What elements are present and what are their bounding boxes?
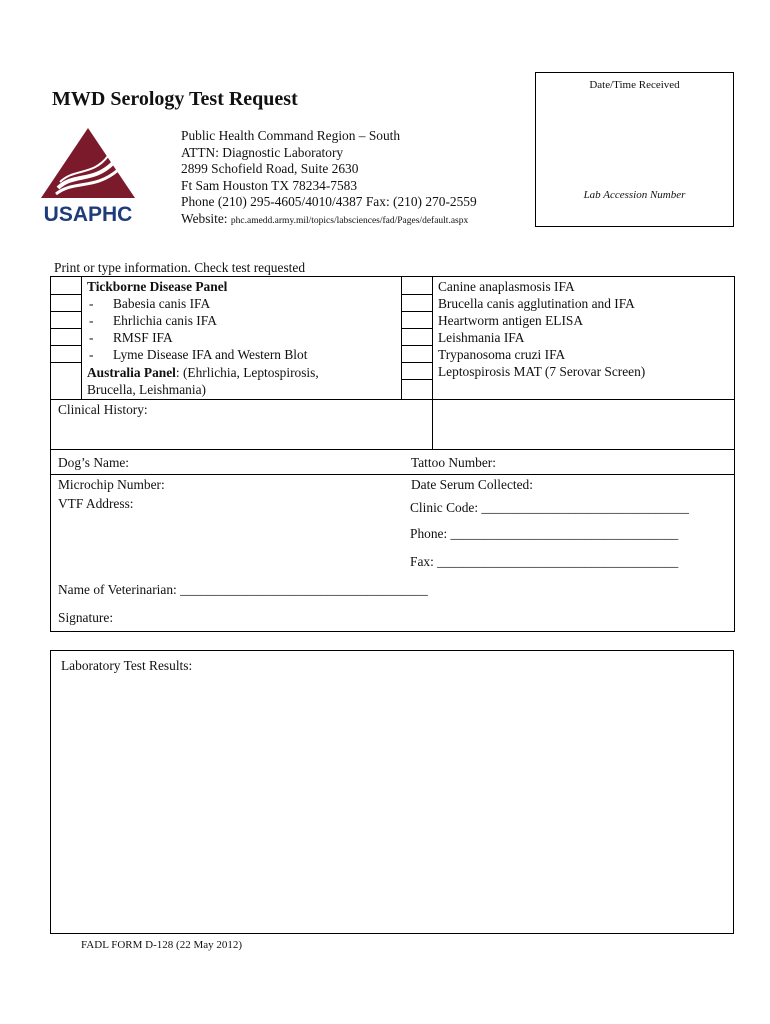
checkbox-tickborne-panel[interactable] xyxy=(53,278,80,293)
clinical-history-label: Clinical History: xyxy=(58,402,148,417)
vtf-address-field[interactable] xyxy=(57,513,397,579)
date-time-received-label: Date/Time Received xyxy=(589,79,680,91)
fax-field[interactable]: Fax: ____________________________________ xyxy=(410,554,679,569)
lab-results-field[interactable] xyxy=(59,677,723,927)
date-serum-field[interactable] xyxy=(551,476,726,493)
checkbox-ehrlichia[interactable] xyxy=(53,312,80,327)
clinical-history-field[interactable] xyxy=(57,419,727,447)
usaphc-logo xyxy=(38,128,138,228)
test-item: - Babesia canis IFA xyxy=(89,296,211,311)
logo-text: USAPHC xyxy=(43,203,133,226)
australia-panel-line: Australia Panel: (Ehrlichia, Leptospirosis, xyxy=(87,365,319,380)
section-divider xyxy=(51,449,734,450)
checkbox-brucella[interactable] xyxy=(403,295,431,310)
dogs-name-field[interactable] xyxy=(141,452,401,472)
logo-triangle xyxy=(41,128,135,198)
checkbox-anaplasmosis[interactable] xyxy=(403,278,431,293)
form-footer: FADL FORM D-128 (22 May 2012) xyxy=(81,939,243,951)
signature-label: Signature: xyxy=(58,610,114,625)
checkbox-leptospirosis[interactable] xyxy=(403,363,431,378)
test-item: Heartworm antigen ELISA xyxy=(438,313,584,328)
address-line: Public Health Command Region – South xyxy=(181,128,401,143)
checkbox-rmsf[interactable] xyxy=(53,329,80,344)
section-divider xyxy=(51,474,734,475)
microchip-number-label: Microchip Number: xyxy=(58,477,165,492)
checkbox-leishmania[interactable] xyxy=(403,329,431,344)
tattoo-number-field[interactable] xyxy=(511,452,726,472)
form-title: MWD Serology Test Request xyxy=(52,88,298,110)
middle-divider xyxy=(401,277,402,399)
lab-accession-label: Lab Accession Number xyxy=(583,189,686,201)
test-item: Leishmania IFA xyxy=(438,330,525,345)
test-item: - Lyme Disease IFA and Western Blot xyxy=(89,347,308,362)
lab-address xyxy=(181,128,477,230)
lab-results-label: Laboratory Test Results: xyxy=(61,658,193,673)
phone-field[interactable]: Phone: __________________________________ xyxy=(410,526,679,541)
signature-field[interactable] xyxy=(131,607,726,627)
checkbox-column-divider xyxy=(81,277,82,399)
website-label: Website: xyxy=(181,210,228,226)
checkbox-lyme[interactable] xyxy=(53,346,80,361)
address-line: Ft Sam Houston TX 78234-7583 xyxy=(181,177,358,193)
receipt-box xyxy=(535,72,734,227)
website-url[interactable]: phc.amedd.army.mil/topics/labsciences/fad/Pages/default.aspx xyxy=(230,215,469,226)
test-item: - Ehrlichia canis IFA xyxy=(89,313,217,328)
test-item: - RMSF IFA xyxy=(89,330,173,345)
checkbox-heartworm[interactable] xyxy=(403,312,431,327)
test-item: Canine anaplasmosis IFA xyxy=(438,279,575,294)
checkbox-babesia[interactable] xyxy=(53,295,80,310)
australia-panel-line: Brucella, Leishmania) xyxy=(87,382,206,397)
request-form xyxy=(50,276,735,632)
tickborne-heading: Tickborne Disease Panel xyxy=(87,279,228,294)
clinic-code-field[interactable]: Clinic Code: _______________________________ xyxy=(410,500,689,515)
test-item: Brucella canis agglutination and IFA xyxy=(438,296,635,311)
row-divider xyxy=(401,379,432,380)
website-line xyxy=(181,211,477,230)
section-divider xyxy=(51,399,734,400)
test-item: Leptospirosis MAT (7 Serovar Screen) xyxy=(438,364,646,379)
test-item: Trypanosoma cruzi IFA xyxy=(438,347,566,362)
date-serum-label: Date Serum Collected: xyxy=(411,477,533,492)
address-line: 2899 Schofield Road, Suite 2630 xyxy=(181,161,359,177)
tattoo-number-label: Tattoo Number: xyxy=(411,455,496,470)
checkbox-trypanosoma[interactable] xyxy=(403,346,431,361)
instructions: Print or type information. Check test requested xyxy=(54,260,306,275)
dogs-name-label: Dog’s Name: xyxy=(58,455,130,470)
address-line: Phone (210) 295-4605/4010/4387 Fax: (210) 270-2559 xyxy=(181,194,477,210)
checkbox-australia-panel[interactable] xyxy=(53,363,80,397)
australia-heading: Australia Panel xyxy=(87,365,176,380)
veterinarian-name-field[interactable]: Name of Veterinarian: _____________________________________ xyxy=(58,582,428,597)
address-line: ATTN: Diagnostic Laboratory xyxy=(181,144,344,160)
vtf-address-label: VTF Address: xyxy=(58,496,134,511)
lab-results-box xyxy=(50,650,734,934)
microchip-number-field[interactable] xyxy=(181,476,401,493)
